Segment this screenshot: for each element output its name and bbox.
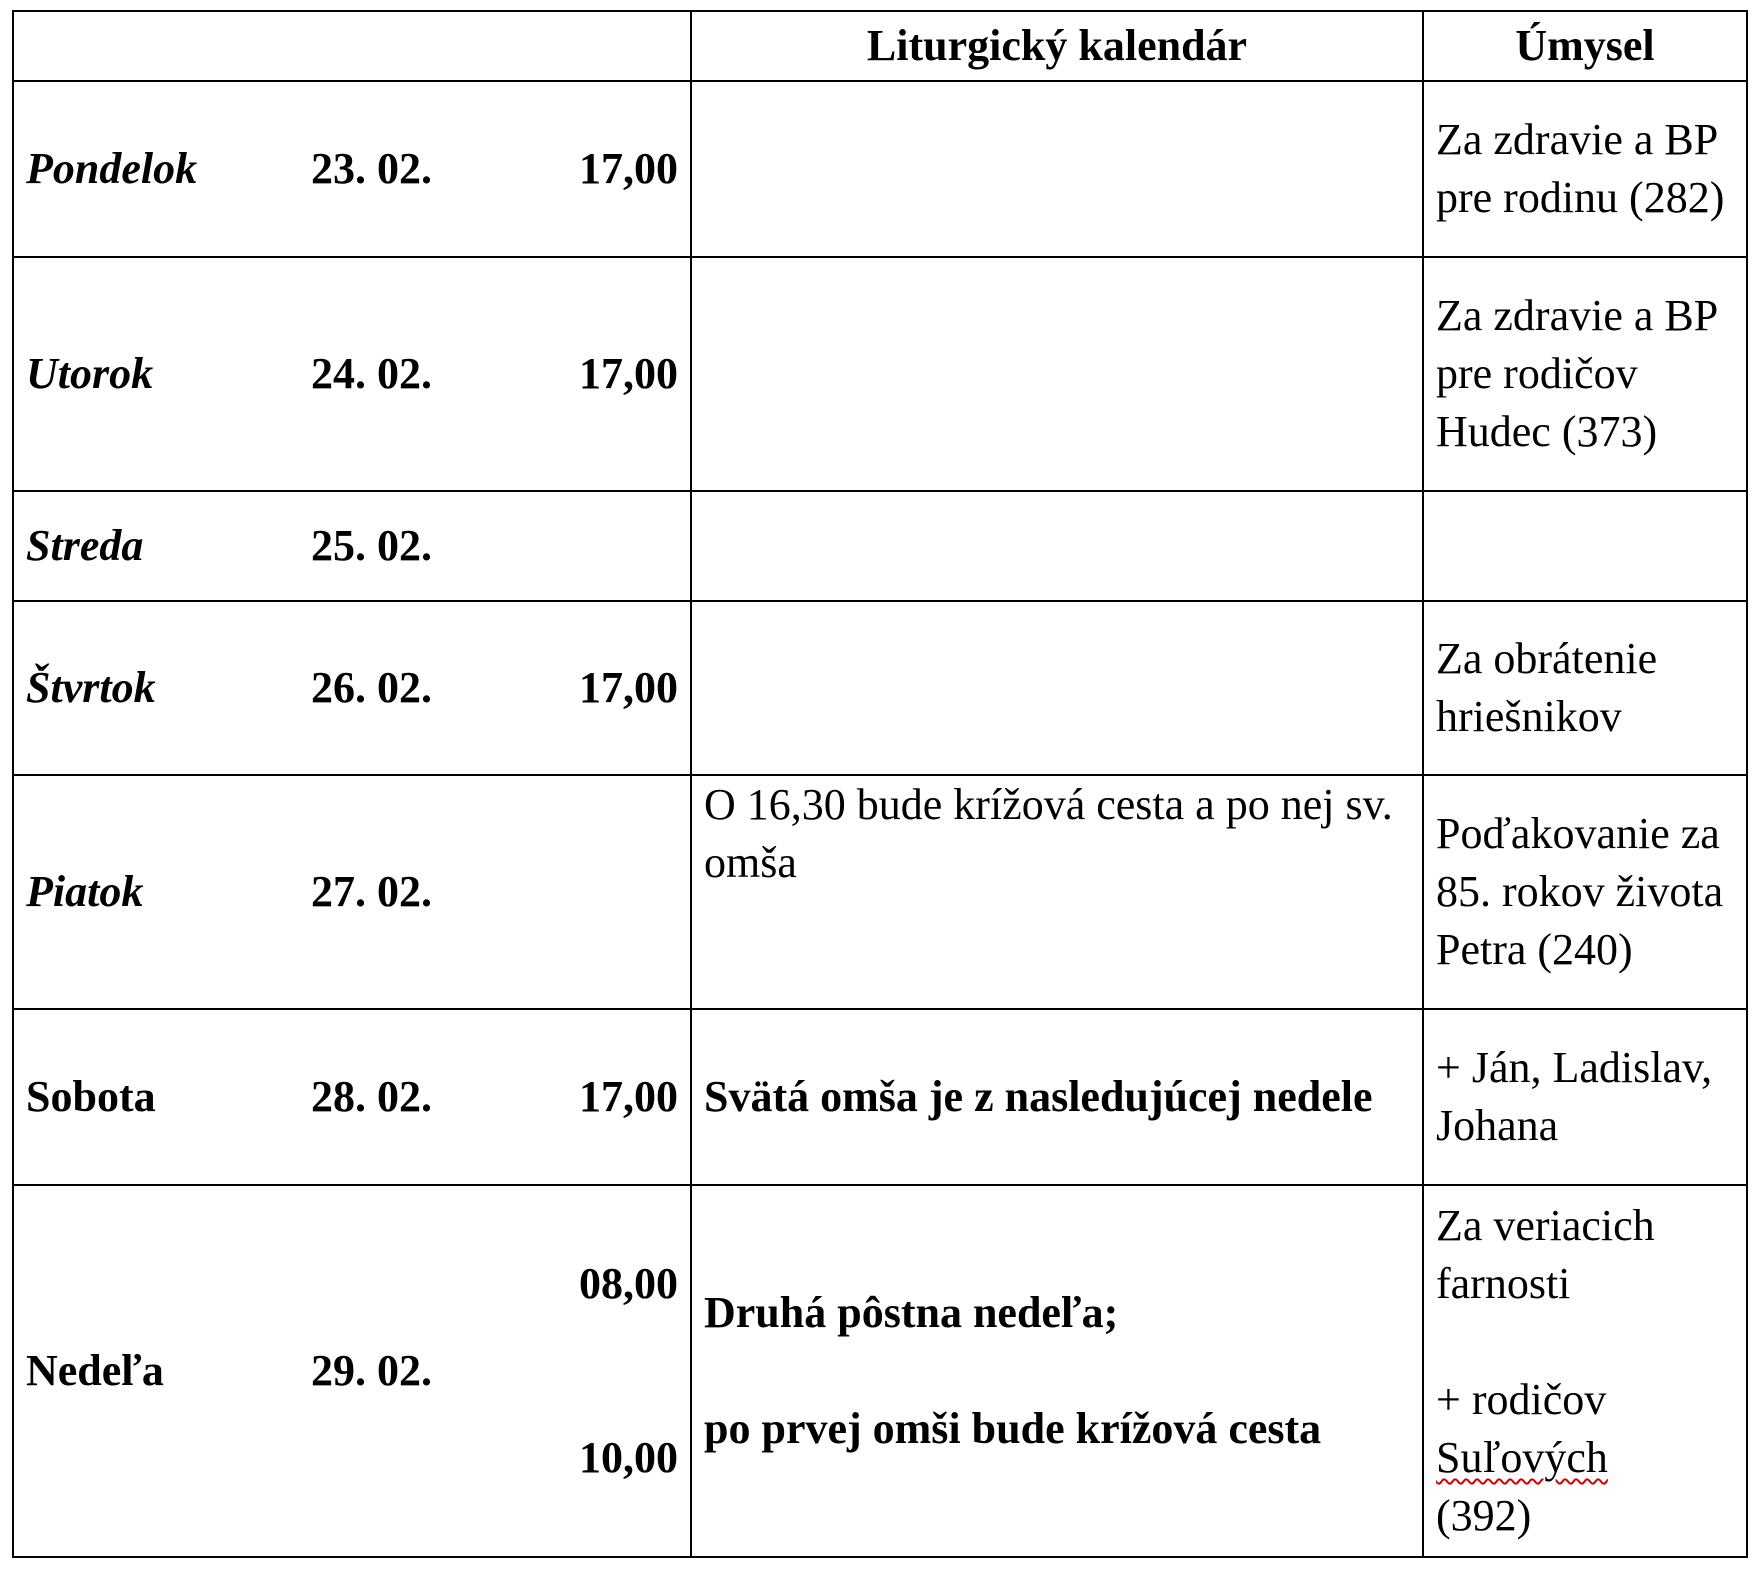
header-intention: Úmysel	[1423, 11, 1747, 81]
intention-second-part-c: (392)	[1436, 1491, 1532, 1540]
time-cell: 17,00	[485, 1009, 691, 1185]
day-cell: Nedeľa	[13, 1185, 299, 1557]
day-cell: Pondelok	[13, 81, 299, 257]
date-cell: 29. 02.	[299, 1185, 485, 1557]
intention-cell: Za zdravie a BP pre rodičov Hudec (373)	[1423, 257, 1747, 491]
table-row	[13, 257, 1747, 491]
intention-cell: + Ján, Ladislav, Johana	[1423, 1009, 1747, 1185]
date-cell: 23. 02.	[299, 81, 485, 257]
time-second-mass: 10,00	[579, 1433, 678, 1482]
day-cell: Piatok	[13, 775, 299, 1009]
date-cell: 25. 02.	[299, 491, 485, 601]
intention-second-mass	[1436, 1371, 1734, 1545]
liturgical-line-2: po prvej omši bude krížová cesta	[704, 1404, 1322, 1453]
day-cell: Štvrtok	[13, 601, 299, 775]
day-cell: Streda	[13, 491, 299, 601]
liturgical-line-1: Druhá pôstna nedeľa;	[704, 1288, 1119, 1337]
table-row	[13, 491, 1747, 601]
time-cell: 17,00	[485, 81, 691, 257]
day-cell: Utorok	[13, 257, 299, 491]
mass-schedule-table	[12, 10, 1748, 1558]
intention-cell: Za obrátenie hriešnikov	[1423, 601, 1747, 775]
liturgical-cell	[691, 1185, 1423, 1557]
table-row	[13, 1009, 1747, 1185]
time-cell: 17,00	[485, 257, 691, 491]
header-liturgical: Liturgický kalendár	[691, 11, 1423, 81]
intention-cell: Poďakovanie za 85. rokov života Petra (240)	[1423, 775, 1747, 1009]
intention-first-mass: Za veriacich farnosti	[1436, 1201, 1655, 1308]
date-cell: 24. 02.	[299, 257, 485, 491]
date-cell: 28. 02.	[299, 1009, 485, 1185]
date-cell: 27. 02.	[299, 775, 485, 1009]
table-row	[13, 775, 1747, 1009]
intention-cell: Za zdravie a BP pre rodinu (282)	[1423, 81, 1747, 257]
spellcheck-word: Suľových	[1436, 1433, 1608, 1482]
intention-cell	[1423, 491, 1747, 601]
liturgical-cell	[691, 491, 1423, 601]
time-cell: 17,00	[485, 601, 691, 775]
liturgical-cell: O 16,30 bude krížová cesta a po nej sv. omša	[691, 775, 1423, 1009]
header-row	[13, 11, 1747, 81]
time-cell	[485, 775, 691, 1009]
header-empty	[13, 11, 299, 81]
table-row	[13, 601, 1747, 775]
liturgical-cell	[691, 257, 1423, 491]
table-row	[13, 81, 1747, 257]
day-cell: Sobota	[13, 1009, 299, 1185]
time-cell	[485, 1185, 691, 1557]
header-empty	[299, 11, 485, 81]
time-first-mass: 08,00	[579, 1259, 678, 1308]
liturgical-cell: Svätá omša je z nasledujúcej nedele	[691, 1009, 1423, 1185]
time-cell	[485, 491, 691, 601]
date-cell: 26. 02.	[299, 601, 485, 775]
liturgical-cell	[691, 601, 1423, 775]
header-empty	[485, 11, 691, 81]
table-row	[13, 1185, 1747, 1557]
intention-cell	[1423, 1185, 1747, 1557]
liturgical-cell	[691, 81, 1423, 257]
intention-second-part-a: + rodičov	[1436, 1375, 1607, 1424]
